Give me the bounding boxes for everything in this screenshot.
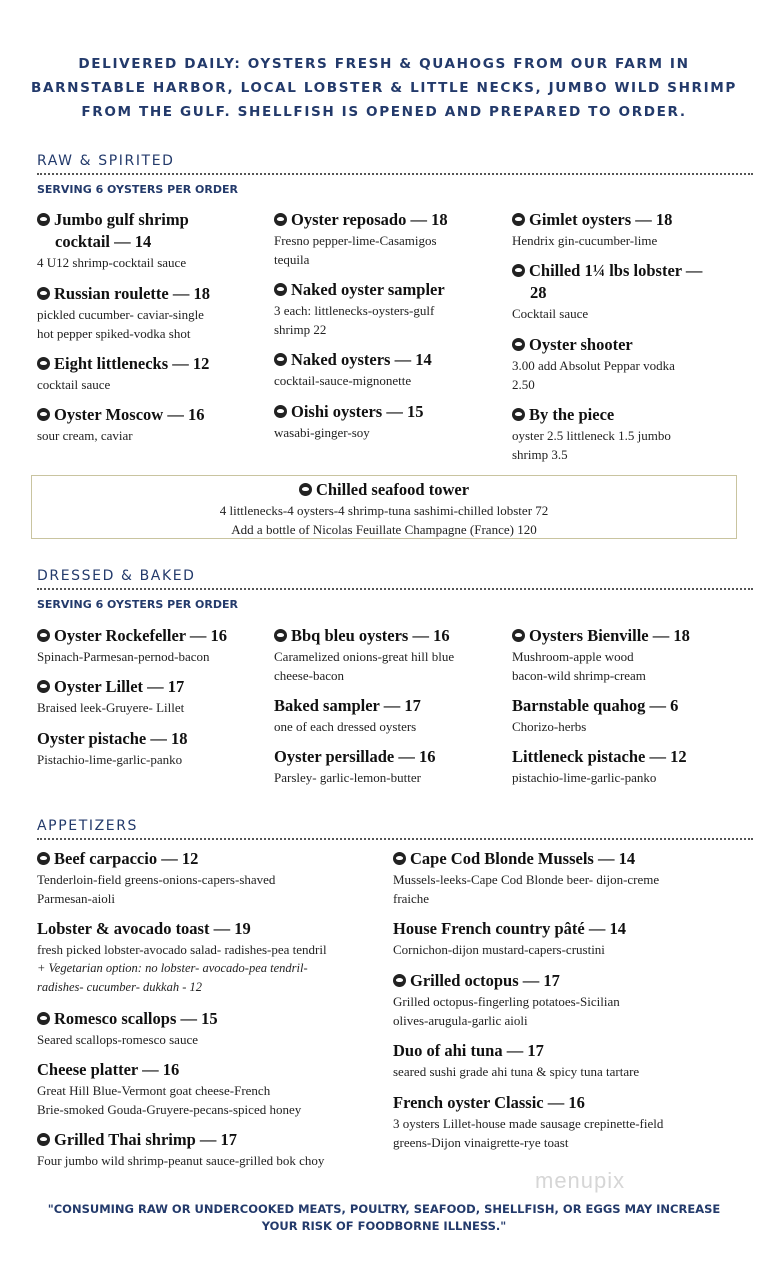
section-divider: [37, 173, 753, 175]
oyster-icon: [393, 974, 406, 987]
menu-item: Barnstable quahog — 6 Chorizo-herbs: [512, 696, 679, 734]
oyster-icon: [37, 1012, 50, 1025]
menu-item: Beef carpaccio — 12 Tenderloin-field greens-onions-capers-shaved Parmesan-aioli: [37, 849, 276, 906]
oyster-icon: [393, 852, 406, 865]
section-divider: [37, 838, 753, 840]
watermark: menupix: [535, 1168, 626, 1193]
oyster-icon: [299, 483, 312, 496]
health-disclaimer: "CONSUMING RAW OR UNDERCOOKED MEATS, POULTRY, SEAFOOD, SHELLFISH, OR EGGS MAY INCREASE YOUR RISK OF FOODBORNE ILLNESS.": [47, 1202, 721, 1233]
oyster-icon: [37, 680, 50, 693]
section-title-appetizers: APPETIZERS: [37, 818, 139, 834]
oyster-icon: [37, 357, 50, 370]
oyster-icon: [512, 264, 525, 277]
section-subtitle-raw: SERVING 6 OYSTERS PER ORDER: [37, 183, 238, 196]
oyster-icon: [512, 338, 525, 351]
oyster-icon: [274, 283, 287, 296]
menu-item: Lobster & avocado toast — 19 fresh picked lobster-avocado salad- radishes-pea tendril + Vegetarian option: no lobster- avocado-pea tendril- radishes- cucumber- dukkah - 12: [37, 919, 327, 994]
menu-item: Cape Cod Blonde Mussels — 14 Mussels-leeks-Cape Cod Blonde beer- dijon-creme fraiche: [393, 849, 660, 906]
menu-item: Cheese platter — 16 Great Hill Blue-Vermont goat cheese-French Brie-smoked Gouda-Gruyere-pecans-spiced honey: [37, 1060, 302, 1117]
oyster-icon: [37, 287, 50, 300]
section-subtitle-baked: SERVING 6 OYSTERS PER ORDER: [37, 598, 238, 611]
oyster-icon: [37, 1133, 50, 1146]
section-title-baked: DRESSED & BAKED: [37, 568, 196, 584]
menu-item: Russian roulette — 18 pickled cucumber- caviar-single hot pepper spiked-vodka shot: [37, 284, 210, 341]
intro-text: DELIVERED DAILY: OYSTERS FRESH & QUAHOGS FROM OUR FARM IN BARNSTABLE HARBOR, LOCAL LOBSTER & LITTLE NECKS, JUMBO WILD SHRIMP FROM THE GULF. SHELLFISH IS OPENED AND PREPARED TO ORDER.: [31, 56, 737, 120]
oyster-icon: [274, 213, 287, 226]
menu-item: Jumbo gulf shrimp cocktail — 14 4 U12 shrimp-cocktail sauce: [37, 210, 189, 270]
section-divider: [37, 588, 753, 590]
menu-item: Duo of ahi tuna — 17 seared sushi grade ahi tuna & spicy tuna tartare: [393, 1041, 640, 1079]
oyster-icon: [37, 852, 50, 865]
oyster-icon: [274, 405, 287, 418]
oyster-icon: [37, 408, 50, 421]
menu-item: Gimlet oysters — 18 Hendrix gin-cucumber-lime: [512, 210, 673, 248]
menu-item: Baked sampler — 17 one of each dressed oysters: [274, 696, 421, 734]
seafood-tower-box: Chilled seafood tower 4 littlenecks-4 oysters-4 shrimp-tuna sashimi-chilled lobster 72 Add a bottle of Nicolas Feuillate Champagne (France) 120: [31, 475, 737, 539]
section-title-raw: RAW & SPIRITED: [37, 153, 175, 169]
oyster-icon: [274, 353, 287, 366]
menu-item: Oyster Lillet — 17 Braised leek-Gruyere- Lillet: [37, 677, 185, 715]
menu-item: Oyster Rockefeller — 16 Spinach-Parmesan-pernod-bacon: [37, 626, 228, 664]
menu-item: Oysters Bienville — 18 Mushroom-apple wood bacon-wild shrimp-cream: [512, 626, 690, 683]
menu-item: House French country pâté — 14 Cornichon-dijon mustard-capers-crustini: [393, 919, 626, 957]
oyster-icon: [512, 408, 525, 421]
menu-item: Littleneck pistache — 12 pistachio-lime-garlic-panko: [512, 747, 687, 785]
menu-item: Naked oysters — 14 cocktail-sauce-mignonette: [274, 350, 432, 388]
menu-item: Chilled 1¼ lbs lobster — 28 Cocktail sauce: [512, 261, 703, 321]
menu-item: By the piece oyster 2.5 littleneck 1.5 jumbo shrimp 3.5: [512, 405, 671, 462]
menu-item: Grilled octopus — 17 Grilled octopus-fingerling potatoes-Sicilian olives-arugula-garlic aioli: [393, 971, 620, 1028]
menu-item: Grilled Thai shrimp — 17 Four jumbo wild shrimp-peanut sauce-grilled bok choy: [37, 1130, 325, 1168]
menu-item: French oyster Classic — 16 3 oysters Lillet-house made sausage crepinette-field greens-Dijon vinaigrette-rye toast: [393, 1093, 664, 1150]
oyster-icon: [512, 629, 525, 642]
menu-item: Romesco scallops — 15 Seared scallops-romesco sauce: [37, 1009, 218, 1047]
menu-item: Oyster reposado — 18 Fresno pepper-lime-Casamigos tequila: [274, 210, 448, 267]
menu-item: Oyster persillade — 16 Parsley- garlic-lemon-butter: [274, 747, 436, 785]
menu-item: Oyster shooter 3.00 add Absolut Peppar vodka 2.50: [512, 335, 675, 392]
oyster-icon: [274, 629, 287, 642]
menu-item: Oyster pistache — 18 Pistachio-lime-garlic-panko: [37, 729, 188, 767]
menu-item: Bbq bleu oysters — 16 Caramelized onions-great hill blue cheese-bacon: [274, 626, 455, 683]
oyster-icon: [37, 213, 50, 226]
menu-item: Naked oyster sampler 3 each: littlenecks-oysters-gulf shrimp 22: [274, 280, 445, 337]
oyster-icon: [37, 629, 50, 642]
menu-item: Eight littlenecks — 12 cocktail sauce: [37, 354, 210, 392]
menu-item: Oyster Moscow — 16 sour cream, caviar: [37, 405, 205, 443]
oyster-icon: [512, 213, 525, 226]
menu-item: Oishi oysters — 15 wasabi-ginger-soy: [274, 402, 424, 440]
